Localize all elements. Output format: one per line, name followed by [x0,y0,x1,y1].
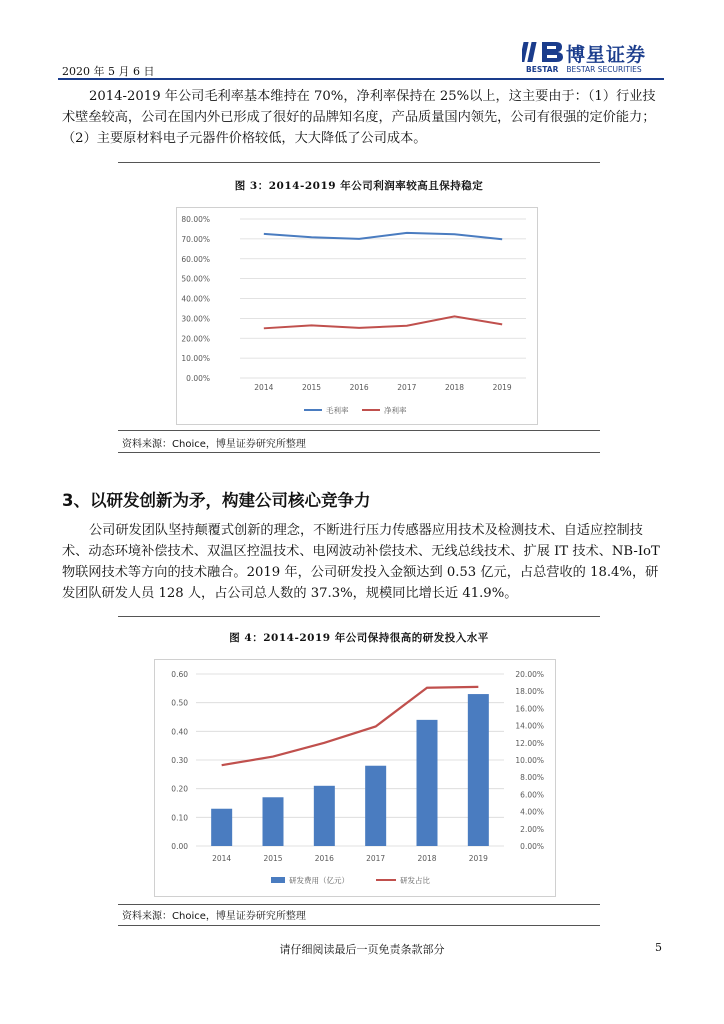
chart2-xtick-label: 2018 [417,854,437,863]
chart2-xtick-label: 2015 [263,854,283,863]
chart2-left-ytick-label: 0.50 [171,698,188,708]
chart1-ytick-label: 80.00% [181,215,210,224]
chart2-left-ytick-label: 0.20 [171,784,188,794]
chart2-bar [314,786,335,846]
chart2-xtick-label: 2019 [468,854,488,863]
figure3-label: 图 3： [234,180,269,192]
figure4-title [118,630,600,645]
figure4-bottom-rule [118,925,600,926]
chart2-right-ytick-label: 20.00% [515,670,544,679]
chart2-bar [263,797,284,846]
chart1-xtick-label: 2016 [349,383,369,392]
chart2-bar [211,809,232,846]
chart2-right-ytick-label: 12.00% [515,738,544,748]
header-rule [58,78,664,80]
figure4-label: 图 4： [229,632,264,644]
chart1-ytick-label: 0.00% [186,374,210,383]
chart2-legend-bar-swatch [271,877,285,883]
chart2-xtick-label: 2017 [366,854,386,863]
chart2-bar [468,694,489,846]
chart1-xtick-label: 2015 [301,383,322,392]
chart1-ytick-label: 20.00% [181,334,210,344]
figure3-mid-rule [118,430,600,431]
footer-disclaimer: 请仔细阅读最后一页免责条款部分 [279,943,445,956]
chart1-ytick-label: 50.00% [181,274,210,284]
chart2-right-ytick-label: 14.00% [515,721,544,731]
chart2-right-ytick-label: 18.00% [515,687,544,697]
rd-investment-chart [154,659,556,897]
rd-paragraph: 公司研发团队坚持颠覆式创新的理念，不断进行压力传感器应用技术及检测技术、自适应控制技术、动态环境补偿技术、双温区控温技术、电网波动补偿技术、无线总线技术、扩展 IT 技术、NB-IoT 物联网技术等方向的技术融合。2019 年，公司研发投入金额达到 0.53 亿元，占总营收的 18.4%，研发团队研发人员 128 人，占公司总人数的 37.3%，规模同比增长近 41.9%。 [62,523,660,601]
chart2-right-ytick-label: 8.00% [520,773,544,783]
logo-chinese-name: 博星证券 [566,44,647,66]
profit-margin-chart [176,207,538,425]
chart2-right-ytick-label: 2.00% [520,824,544,834]
company-logo [522,40,662,76]
chart2-left-ytick-label: 0.60 [171,670,188,679]
chart2-left-ytick-label: 0.00 [171,842,188,851]
logo-mark-icon [522,40,564,64]
chart2-bar [417,720,438,846]
figure4-title-text: 2014-2019 年公司保持很高的研发投入水平 [263,632,489,644]
page-number: 5 [655,941,662,954]
figure3-source: 资料来源：Choice，博星证券研究所整理 [122,439,306,450]
chart2-right-ytick-label: 16.00% [515,704,544,714]
chart1-ytick-label: 40.00% [181,294,210,304]
chart2-right-ytick-label: 10.00% [515,756,544,765]
chart2-xtick-label: 2014 [212,854,232,863]
chart2-legend-bar-label: 研发费用（亿元） [289,876,349,885]
figure4-source: 资料来源：Choice，博星证券研究所整理 [122,911,306,922]
logo-english-name [526,65,642,74]
chart2-right-ytick-label: 0.00% [520,842,544,851]
chart1-ytick-label: 10.00% [181,354,210,364]
margin-paragraph: 2014-2019 年公司毛利率基本维持在 70%，净利率保持在 25%以上，这主要由于：（1）行业技术壁垒较高，公司在国内外已形成了很好的品牌知名度，产品质量国内领先，公司有很强的定价能力；（2）主要原材料电子元器件价格较低，大大降低了公司成本。 [62,89,656,146]
chart1-ytick-label: 60.00% [181,254,210,264]
chart1-xtick-label: 2018 [444,383,465,392]
logo-en-right: BESTAR SECURITIES [566,65,642,74]
chart2-bar [365,766,386,846]
chart2-legend-line-label: 研发占比 [400,876,430,885]
chart1-xtick-label: 2019 [492,383,512,392]
chart1-ytick-label: 70.00% [181,234,210,244]
figure4-mid-rule [118,904,600,905]
chart1-ytick-label: 30.00% [181,314,210,324]
chart2-left-ytick-label: 0.40 [171,727,188,737]
body-paragraph-rd [62,520,666,604]
chart2-xtick-label: 2016 [314,854,334,863]
section-heading: 3、以研发创新为矛，构建公司核心竞争力 [62,491,371,510]
chart1-legend-label: 毛利率 [326,406,349,415]
report-date: 2020 年 5 月 6 日 [62,65,155,78]
body-paragraph-margin [62,86,666,149]
figure3-top-rule [118,162,600,163]
chart1-legend-label: 净利率 [384,406,407,415]
chart2-left-ytick-label: 0.10 [171,813,188,823]
figure4-top-rule [118,616,600,617]
chart2-left-ytick-label: 0.30 [171,756,188,765]
chart2-right-ytick-label: 6.00% [520,790,544,800]
figure3-title-text: 2014-2019 年公司利润率较高且保持稳定 [268,180,484,192]
chart1-xtick-label: 2017 [397,383,417,392]
chart2-right-ytick-label: 4.00% [520,807,544,817]
figure3-title [118,178,600,193]
chart1-xtick-label: 2014 [254,383,274,392]
logo-en-left: BESTAR [526,65,559,74]
figure3-bottom-rule [118,452,600,453]
